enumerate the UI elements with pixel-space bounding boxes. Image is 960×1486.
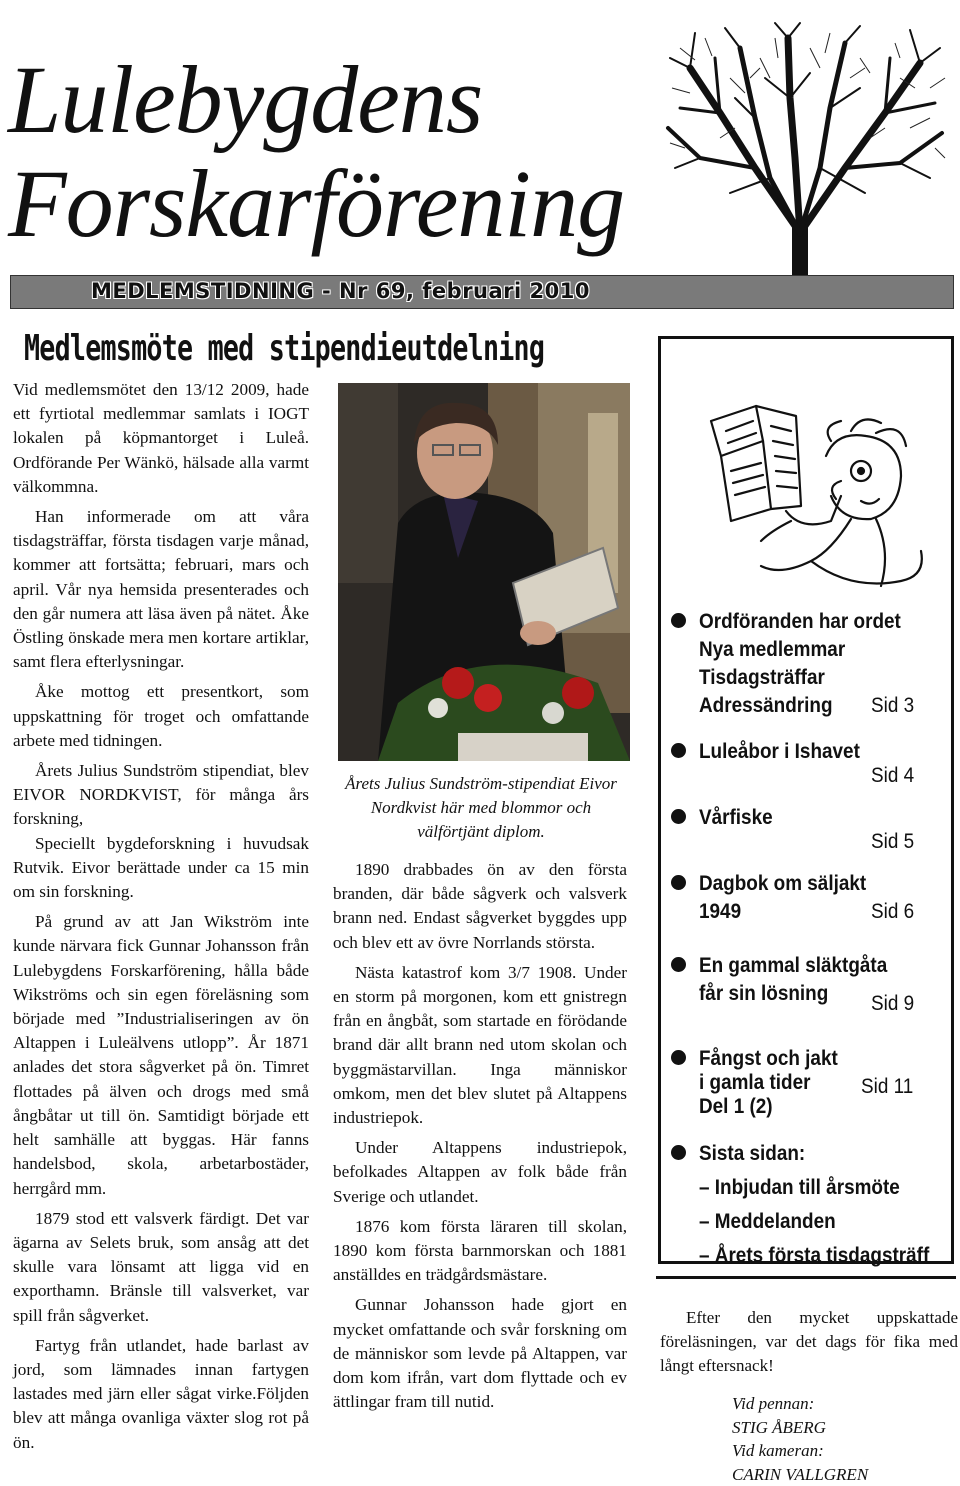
- masthead-line-2: Forskarförening: [8, 150, 625, 257]
- toc-page-number: Sid 11: [861, 1074, 914, 1098]
- toc-item-line: Luleåbor i Ishavet: [699, 739, 860, 763]
- article-paragraph: Speciellt bygdeforskning i huvudsak Rutvik. Eivor berättade under ca 15 min om sin forskning.: [13, 833, 309, 902]
- bullet-icon: [671, 613, 686, 628]
- toc-page-number: Sid 5: [871, 829, 915, 853]
- photo-illustration: [338, 383, 630, 761]
- toc-item-line: – Årets första tisdagsträff: [699, 1243, 930, 1267]
- toc-item-line: Tisdagsträffar: [699, 665, 825, 689]
- article-paragraph: Gunnar Johansson hade gjort en mycket omfattande och svår forskning om de människor som levde på Altappen, var dom kom ifrån, vart dom flyttade och ev ättlingar fram till nutid.: [333, 1295, 627, 1412]
- newspaper-reader-icon: [701, 401, 931, 601]
- masthead-line-1: Lulebygdens: [8, 46, 483, 153]
- tree-logo-icon: [660, 18, 950, 308]
- closing-note: [660, 1306, 958, 1378]
- bullet-icon: [671, 875, 686, 890]
- toc-item-line: 1949: [699, 899, 742, 923]
- article-column-1: [13, 378, 309, 1461]
- toc-page-number: Sid 9: [871, 991, 915, 1015]
- toc-item-line: Vårfiske: [699, 805, 773, 829]
- toc-page-number: Sid 3: [871, 693, 915, 717]
- toc-item-line: Nya medlemmar: [699, 637, 846, 661]
- article-paragraph: Årets Julius Sundström stipendiat, blev EIVOR NORDKVIST, för många års forskning,: [13, 761, 309, 829]
- article-column-2: [333, 858, 627, 1420]
- article-paragraph: Fartyg från utlandet, hade barlast av jord, som lämnades innan fartygen lastades med järn eller sågat virke.Följden blev att många ovanliga växter slog rot på ön.: [13, 1335, 309, 1452]
- article-paragraph: 1876 kom första läraren till skolan, 1890 kom första barnmorskan och 1881 anställdes en trädgårdsmästare.: [333, 1216, 627, 1285]
- article-paragraph: 1890 drabbades ön av den första branden, där både sågverk och valsverk brann ned. Endast sågverket byggdes upp och blev ett av övre Norrlands största.: [333, 860, 627, 952]
- camera-name: CARIN VALLGREN: [732, 1464, 869, 1484]
- toc-item-line: Dagbok om säljakt: [699, 871, 867, 895]
- toc-item-line: Fångst och jakt: [699, 1046, 838, 1070]
- bullet-icon: [671, 743, 686, 758]
- divider-line: [656, 1276, 956, 1279]
- closing-note-text: Efter den mycket uppskattade föreläsningen, var det dags för fika med långt eftersnack!: [660, 1308, 958, 1375]
- toc-item-line: Del 1 (2): [699, 1094, 773, 1118]
- article-paragraph: På grund av att Jan Wikström inte kunde närvara fick Gunnar Johansson från Lulebygdens Forskarförening, hålla både Wikströms och sin egen föreläsning som började med ”Industrialiseringen av ön Altappen i Luleälvens utlopp”. År 1871 anlades det stora sågverket på ön. Timret flottades på älven och drogs med små ångbåtar ut till ön. Samtidigt började ett helt samhälle att byggas. Här fanns handelsbod, skola, arbetarbostäder, herrgård mm.: [13, 912, 309, 1198]
- article-headline: Medlemsmöte med stipendieutdelning: [24, 328, 545, 369]
- credits: [732, 1392, 868, 1486]
- toc-item-line: Sista sidan:: [699, 1141, 806, 1165]
- camera-label: Vid kameran:: [732, 1441, 824, 1460]
- issue-banner: [10, 275, 954, 309]
- bullet-icon: [671, 957, 686, 972]
- toc-page-number: Sid 4: [871, 763, 915, 787]
- issue-banner-text: MEDLEMSTIDNING - Nr 69, februari 2010: [91, 279, 590, 303]
- toc-item-line: Ordföranden har ordet: [699, 609, 901, 633]
- toc-page-number: Sid 6: [871, 899, 915, 923]
- photo-caption: Årets Julius Sundström-stipendiat Eivor Nordkvist här med blommor och välförtjänt diplom.: [345, 774, 617, 841]
- contents-box: [658, 336, 954, 1267]
- toc-item-line: får sin lösning: [699, 981, 829, 1005]
- masthead-title: [8, 48, 624, 256]
- article-paragraph: Åke mottog ett presentkort, som uppskattning för troget och omfattande arbete med tidningen.: [13, 682, 309, 750]
- toc-item-line: Adressändring: [699, 693, 833, 717]
- article-paragraph: Vid medlemsmötet den 13/12 2009, hade ett fyrtiotal medlemmar samlats i IOGT lokalen på köpmantorget i Luleå. Ordförande Per Wänkö, hälsade alla varmt välkommna.: [13, 380, 309, 496]
- pen-label: Vid pennan:: [732, 1394, 815, 1413]
- article-paragraph: Han informerade om att våra tisdagsträffar, första tisdagen varje månad, kommer att fortsätta; februari, mars och april. Vår nya hemsida presenterades och den går numera att läsa även på nätet. Åke Östling önskade mera men kortare artiklar, samt flera efterlysningar.: [13, 507, 309, 672]
- toc-item-line: – Meddelanden: [699, 1209, 836, 1233]
- toc-item-line: – Inbjudan till årsmöte: [699, 1175, 900, 1199]
- stipendiat-photo: [338, 383, 630, 761]
- toc-item-line: En gammal släktgåta: [699, 953, 888, 977]
- article-paragraph: 1879 stod ett valsverk färdigt. Det var ägarna av Selets bruk, som ansåg att det skulle vara lönsamt att ligga vid en exporthamn. Bränsle till valsverket, var spill från sågverket.: [13, 1208, 309, 1325]
- bullet-icon: [671, 809, 686, 824]
- article-paragraph: Under Altappens industriepok, befolkades Altappen av folk både från Sverige och utlandet.: [333, 1138, 627, 1206]
- article-paragraph: Nästa katastrof kom 3/7 1908. Under en storm på morgonen, kom ett gnistregn från en ångbåt, som startade en förödande brand där allt brann ned utom skolan och byggmästarvillan. Inga människor omkom, men det blev slutet på Altappens industriepok.: [333, 962, 627, 1128]
- bullet-icon: [671, 1145, 686, 1160]
- toc-item-line: i gamla tider: [699, 1070, 811, 1094]
- bullet-icon: [671, 1050, 686, 1065]
- pen-name: STIG ÅBERG: [732, 1417, 826, 1437]
